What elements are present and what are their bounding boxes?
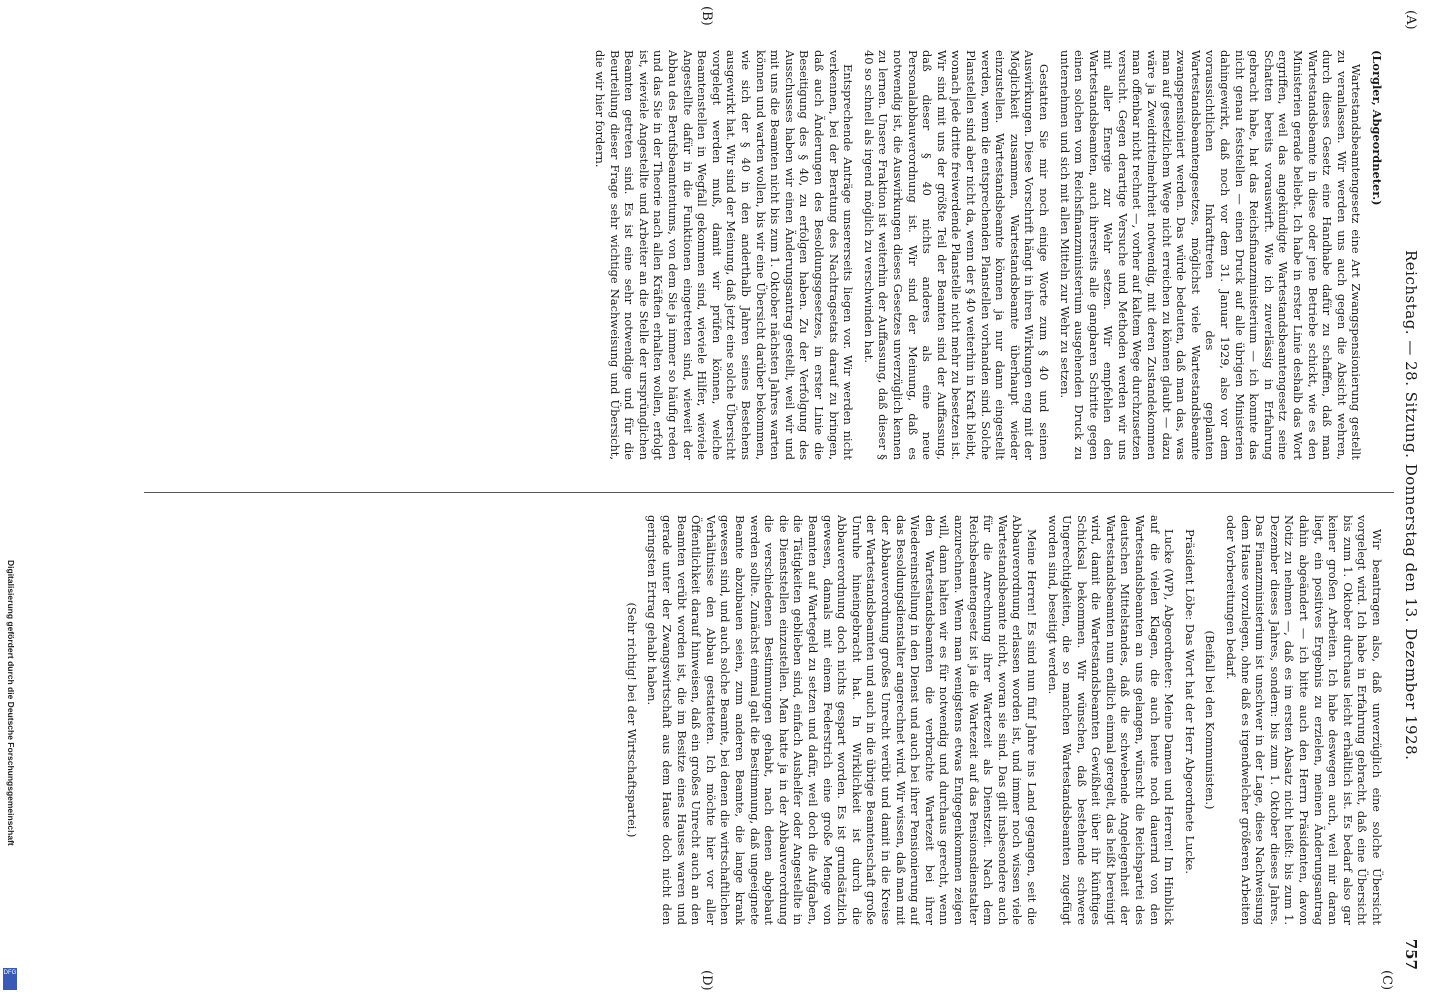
margin-mark-a: (A): [1403, 10, 1418, 30]
text-column-left: [144, 50, 1384, 460]
interjection-note: (Sehr richtig! bei der Wirtschaftspartei.): [624, 602, 639, 838]
margin-mark-c: (C): [1379, 970, 1394, 991]
column-divider: [144, 492, 1394, 493]
paragraph: Wir beantragen also, daß unverzüglich eine solche Übersicht vorgelegt wird. Ich habe in Erfahrung gebracht, daß eine Übersicht bis zum 1. Oktober durchaus leicht erhältlich ist. Es bedarf also gar keiner großen Arbeiten. Ich habe deswegen auch, weil mir daran liegt, ein positives Ergebnis zu erzielen, meinen Änderungsantrag dahin abgeändert — ich bitte auch den Herrn Präsidenten, davon Notiz zu nehmen —, daß es im ersten Absatz nicht heißt: bis zum 1. Dezember dieses Jahres, sondern: bis zum 1. Oktober dieses Jahres. Das Finanzministerium ist unschwer in der Lage, diese Nachweisung dem Hause vorzulegen, ohne daß es irgendwelcher größeren Arbeiten oder Vorbereitungen bedarf.: [1224, 515, 1384, 925]
paragraph: Gestatten Sie mir noch einige Worte zum § 40 und seinen Auswirkungen. Diese Vorschrift hängt in ihren Wirkungen eng mit der Möglichkeit zusammen, Wartestandsbeamte überhaupt wieder einzustellen. Wartestandsbeamte können ja nur dann eingestellt werden, wenn die entsprechenden Planstellen vorhanden sind. Solche Planstellen sind aber nicht da, wenn der § 40 weiterhin in Kraft bleibt, wonach jede dritte freiwerdende Planstelle nicht mehr zu besetzen ist. Wir sind mit uns der größte Teil der Beamten sind der Auffassung, daß dieser § 40 nichts anderes als eine neue Personalabbauverordnung ist. Wir sind der Meinung, daß es notwendig ist, die Auswirkungen dieses Gesetzes unverzüglich kennen zu lernen. Unsere Fraktion ist weiterhin der Auffassung, daß dieser § 40 so schnell als irgend möglich zu verschwinden hat.: [861, 50, 1051, 460]
paragraph: Entsprechende Anträge unsererseits liegen vor. Wir werden nicht verkennen, bei der Beratung des Nachtragsetats darauf zu bringen, daß auch Änderungen des Besoldungsgesetzes, in erster Linie die Beseitigung des § 40, zu erfolgen haben. Zu der Verfolgung des Ausschusses haben wir einen Änderungsantrag gestellt, weil wir und mit uns die Beamten nicht bis zum 1. Oktober nächsten Jahres warten können und warten wollen, bis wir eine Übersicht darüber bekommen, wie sich der § 40 in den anderthalb Jahren seines Bestehens ausgewirkt hat. Wir sind der Meinung, daß jetzt eine solche Übersicht vorgelegt werden muß, damit wir prüfen können, welche Beamtenstellen in Wegfall gekommen sind, wieviele Hilfer, wieviele Angestellte dafür in die Funktionen eingetreten sind, wieweit der Abbau des Berufsbeamtentums, von dem Sie ja immer so häufig reden und das Sie in der Theorie nach allen Kräften erhalten wollen, erfolgt ist, wieviele Angestellte und Arbeiter an die Stelle der ursprünglichen Beamten getreten sind. Es ist eine sehr notwendige und für die Beurteilung dieser Frage sehr wichtige Nachweisung und Übersicht, die wir hier fordern.: [593, 50, 856, 460]
page-header: [1396, 0, 1420, 1000]
dfg-logo: DFG: [3, 968, 17, 990]
page-header-title: Reichstag. — 28. Sitzung. Donnerstag den 13. Dezember 1928.: [1402, 250, 1420, 761]
margin-mark-b: (B): [699, 6, 714, 26]
paragraph: Wartestandsbeamtengesetz eine Art Zwangspensionierung gestellt zu veranlassen. Wir werden uns auch gegen die Absicht wehren, durch dieses Gesetz eine Handhabe dafür zu schaffen, daß man Wartestandsbeamte in diese oder jene Betriebe schickt, wie es den Ministerien gerade beliebt. Ich habe in erster Linie deshalb das Wort ergriffen, weil das angekündigte Wartestandsbeamtengesetz seine Schatten bereits vorauswirft. Wie ich zuverlässig in Erfahrung gebracht habe, hat das Reichsfinanzministerium — ich konnte das nicht genau feststellen — einen Druck auf alle übrigen Ministerien dahingewirkt, daß noch vor dem 31. Januar 1929, also vor dem voraussichtlichen Inkrafttreten des geplanten Wartestandsbeamtengesetzes, möglichst viele Wartestandsbeamte zwangspensioniert werden. Das würde bedeuten, daß man das, was man auf gesetzlichem Wege nicht erreichen zu können glaubt — dazu wäre ja Zweidrittelmehrheit notwendig, mit deren Zustandekommen man offenbar nicht rechnet —, vorher auf kaltem Wege durchzusetzen versucht. Gegen derartige Versuche und Methoden werden wir uns mit aller Energie zur Wehr setzen. Wir empfehlen den Wartestandsbeamten, auch ihrerseits alle gangbaren Schritte gegen einen solchen vom Reichsfinanzministerium ausgehenden Druck zu unternehmen und sich mit allen Mitteln zur Wehr zu setzen.: [1057, 50, 1364, 460]
margin-mark-d: (D): [699, 970, 714, 991]
digitization-note: [4, 560, 16, 990]
paragraph: Lucke (WP), Abgeordneter: Meine Damen und Herren! Im Hinblick auf die vielen Klagen, die auch heute noch dauernd von den Wartestandsbeamten an uns gelangen, wünscht die Reichspartei des deutschen Mittelstandes, daß die schwebende Angelegenheit der Wartestandsbeamten nun endlich einmal geregelt, das heißt bereinigt wird, damit die Wartestandsbeamten Gewißheit über ihr künftiges Schicksal bekommen. Wir wünschen, daß bestehende schwere Ungerechtigkeiten, die so manchen Wartestandsbeamten zugefügt worden sind, beseitigt werden.: [1045, 515, 1177, 925]
rotated-page-content: [134, 0, 1434, 1000]
page-number: 757: [1402, 938, 1420, 970]
applause-note: (Beifall bei den Kommunisten.): [1203, 630, 1218, 810]
speaker-line: (Lorgler, Abgeordneter.): [1370, 50, 1384, 206]
paragraph: Meine Herren! Es sind nun fünf Jahre ins Land gegangen, seit die Abbauverordnung erlassen worden ist, und immer noch wissen viele Wartestandsbeamte nicht, woran sie sind. Das gilt insbesondere auch für die Anrechnung ihrer Wartezeit als Dienstzeit. Nach dem Reichsbeamtengesetz ist ja die Wartezeit auf das Pensionsdienstalter anzurechnen. Wenn man wenigstens etwas Entgegenkommen zeigen will, dann halten wir es für notwendig und durchaus gerecht, wenn den Wartestandsbeamten die verbrachte Wartezeit bei ihrer Wiedereinstellung in den Dienst und auch bei ihrer Pensionierung auf das Besoldungsdienstalter angerechnet wird. Wir wissen, daß man mit der Abbauverordnung großes Unrecht verübt und damit in die Kreise der Wartestandsbeamten und auch in die übrige Beamtenschaft große Unruhe hineingebracht hat. In Wirklichkeit ist durch die Abbauverordnung doch nichts gespart worden. Es ist grundsätzlich gewesen, damals mit einem Federstrich eine große Menge von Beamten auf Wartegeld zu setzen und dafür, weil doch die Aufgaben, die Tätigkeiten geblieben sind, einfach Aushelfer oder Angestellte in die Dienststellen einzustellen. Man hatte ja in der Abbauverordnung die verschiedenen Bestimmungen gehabt, nach denen abgebaut werden sollte. Zunächst einmal galt die Bestimmung, daß ungeeignete Beamte abzubauen seien, zum anderen Beamte, die lange krank gewesen sind, und auch solche Beamte, bei denen die wirtschaftlichen Verhältnisse den Abbau gestatteten. Ich möchte hier vor aller Öffentlichkeit darauf hinweisen, daß ein großes Unrecht auch an den Beamten verübt worden ist, die im Besitze eines Hauses waren und gerade unter der Zwangswirtschaft aus dem Hause doch nicht den geringsten Ertrag gehabt haben.: [645, 515, 1039, 925]
text-column-right: [144, 515, 1384, 925]
digitization-note-text: Digitalisierung gefördert durch die Deutsche Forschungsgemeinschaft: [6, 560, 16, 846]
president-line: Präsident Löbe: Das Wort hat der Herr Abgeordnete Lucke.: [1182, 529, 1197, 875]
